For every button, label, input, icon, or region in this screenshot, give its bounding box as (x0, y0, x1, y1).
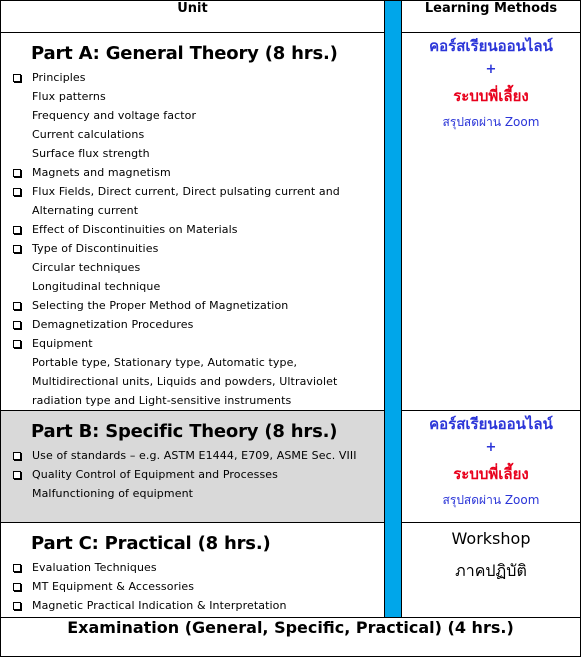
list-item-text: radiation type and Light-sensitive instruments (32, 394, 292, 407)
list-item-text: Effect of Discontinuities on Materials (32, 223, 238, 236)
list-item-text: Magnetic Practical Indication & Interpretation (32, 599, 287, 612)
list-item-text: Evaluation Techniques (32, 561, 157, 574)
accent-strip (385, 1, 402, 618)
list-item-text: Longitudinal technique (32, 280, 161, 293)
practical-label: ภาคปฏิบัติ (455, 561, 527, 580)
checkbox-bullet-icon (13, 471, 21, 479)
part-c-item-list (1, 558, 384, 615)
checkbox-bullet-icon (13, 452, 21, 460)
checkbox-bullet-icon (13, 226, 21, 234)
methods-header: Learning Methods (402, 1, 581, 33)
unit-header: Unit (1, 1, 385, 33)
list-item (1, 484, 384, 503)
list-item (1, 465, 384, 484)
list-item-text: Surface flux strength (32, 147, 150, 160)
list-item (1, 239, 384, 258)
list-item-text: Selecting the Proper Method of Magnetization (32, 299, 289, 312)
part-a-unit (1, 33, 385, 411)
list-item-text: Current calculations (32, 128, 145, 141)
part-c-row (1, 523, 581, 618)
list-item (1, 277, 384, 296)
checkbox-bullet-icon (13, 74, 21, 82)
checkbox-bullet-icon (13, 302, 21, 310)
workshop-label: Workshop (451, 529, 531, 548)
list-item (1, 163, 384, 182)
list-item (1, 220, 384, 239)
list-item (1, 201, 384, 220)
part-a-method (402, 33, 581, 411)
list-item (1, 182, 384, 201)
online-course-label: คอร์สเรียนออนไลน์ (429, 415, 553, 433)
checkbox-bullet-icon (13, 188, 21, 196)
plus-sign: + (485, 62, 497, 77)
list-item (1, 315, 384, 334)
list-item (1, 68, 384, 87)
list-item-text: Type of Discontinuities (32, 242, 159, 255)
list-item-text: Use of standards – e.g. ASTM E1444, E709, ASME Sec. VIII (32, 449, 357, 462)
header-row (1, 1, 581, 33)
mentor-system-label: ระบบพี่เลี้ยง (453, 465, 529, 483)
checkbox-bullet-icon (13, 564, 21, 572)
part-b-row (1, 411, 581, 523)
zoom-summary-label: สรุปสดผ่าน Zoom (442, 115, 540, 129)
part-b-title: Part B: Specific Theory (8 hrs.) (31, 421, 338, 442)
list-item-text: Flux Fields, Direct current, Direct pulsating current and (32, 185, 340, 198)
plus-sign: + (485, 440, 497, 455)
part-a-row (1, 33, 581, 411)
checkbox-bullet-icon (13, 245, 21, 253)
part-a-item-list (1, 68, 384, 410)
list-item-text: Portable type, Stationary type, Automatic type, (32, 356, 298, 369)
list-item (1, 87, 384, 106)
part-c-title: Part C: Practical (8 hrs.) (31, 533, 271, 554)
list-item (1, 258, 384, 277)
part-a-title: Part A: General Theory (8 hrs.) (31, 43, 338, 64)
zoom-summary-label: สรุปสดผ่าน Zoom (442, 493, 540, 507)
list-item (1, 391, 384, 410)
list-item-text: Malfunctioning of equipment (32, 487, 194, 500)
checkbox-bullet-icon (13, 169, 21, 177)
list-item-text: Equipment (32, 337, 93, 350)
list-item (1, 558, 384, 577)
part-b-method (402, 411, 581, 523)
checkbox-bullet-icon (13, 321, 21, 329)
list-item (1, 334, 384, 353)
examination-label: Examination (General, Specific, Practical) (4 hrs.) (1, 618, 581, 657)
list-item-text: Demagnetization Procedures (32, 318, 194, 331)
part-c-unit (1, 523, 385, 618)
list-item (1, 353, 384, 372)
part-b-unit (1, 411, 385, 523)
list-item-text: Alternating current (32, 204, 139, 217)
list-item (1, 577, 384, 596)
checkbox-bullet-icon (13, 602, 21, 610)
list-item-text: MT Equipment & Accessories (32, 580, 195, 593)
checkbox-bullet-icon (13, 340, 21, 348)
list-item (1, 372, 384, 391)
list-item-text: Flux patterns (32, 90, 106, 103)
list-item-text: Principles (32, 71, 86, 84)
mentor-system-label: ระบบพี่เลี้ยง (453, 87, 529, 105)
list-item-text: Magnets and magnetism (32, 166, 171, 179)
online-course-label: คอร์สเรียนออนไลน์ (429, 37, 553, 55)
list-item-text: Frequency and voltage factor (32, 109, 197, 122)
list-item-text: Multidirectional units, Liquids and powders, Ultraviolet (32, 375, 338, 388)
list-item (1, 125, 384, 144)
list-item (1, 446, 384, 465)
list-item (1, 106, 384, 125)
exam-row (1, 618, 581, 657)
list-item (1, 596, 384, 615)
part-b-item-list (1, 446, 384, 503)
list-item-text: Quality Control of Equipment and Processes (32, 468, 278, 481)
checkbox-bullet-icon (13, 583, 21, 591)
list-item (1, 144, 384, 163)
list-item-text: Circular techniques (32, 261, 141, 274)
list-item (1, 296, 384, 315)
part-c-method (402, 523, 581, 618)
